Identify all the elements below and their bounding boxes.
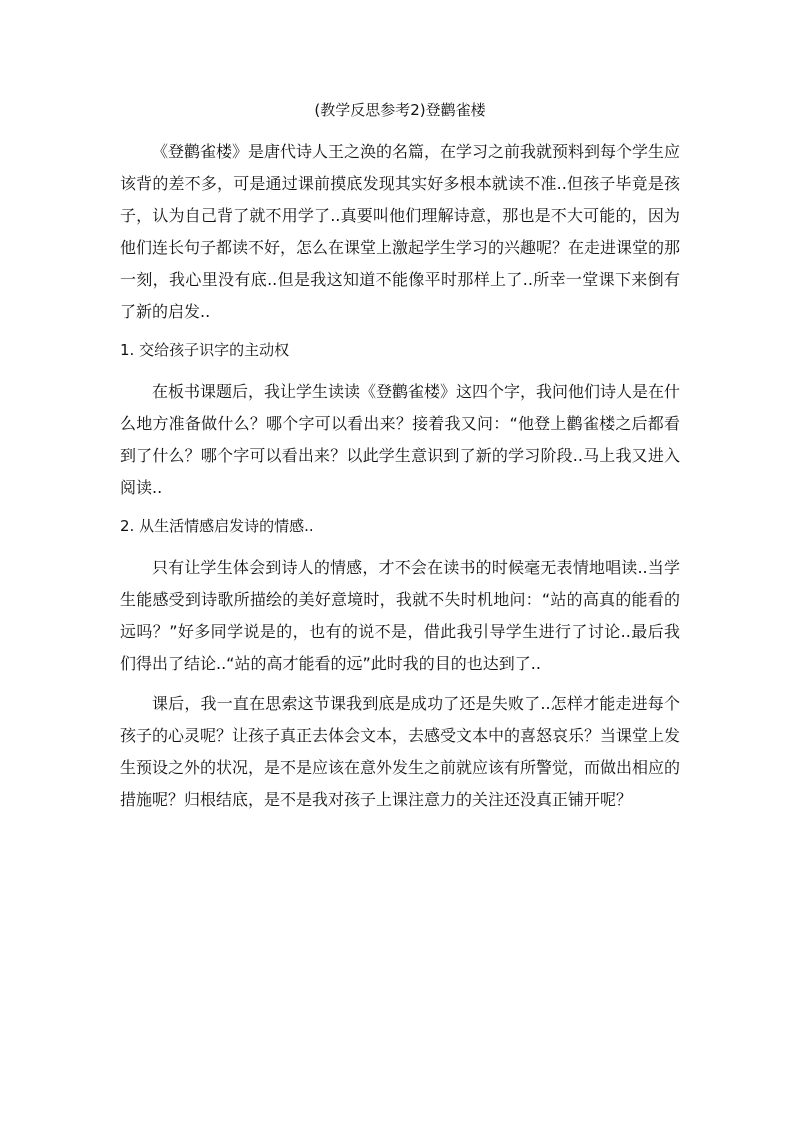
- paragraph-intro: 《登鹳雀楼》是唐代诗人王之涣的名篇，在学习之前我就预料到每个学生应该背的差不多，可是通过课前摸底发现其实好多根本就读不准..但孩子毕竟是孩子，认为自己背了就不用学了..真要叫他们理解诗意，那也是不大可能的，因为他们连长句子都读不好，怎么在课堂上激起学生学习的兴趣呢？在走进课堂的那一刻，我心里没有底..但是我这知道不能像平时那样上了..所幸一堂课下来倒有了新的启发..: [120, 142, 681, 321]
- paragraph-section-1: 在板书课题后，我让学生读读《登鹳雀楼》这四个字，我问他们诗人是在什么地方准备做什么？哪个字可以看出来？接着我又问：“他登上鹳雀楼之后都看到了什么？哪个字可以看出来？以此学生意识到了新的学习阶段..马上我又进入阅读..: [120, 382, 681, 497]
- paragraph-section-2: 只有让学生体会到诗人的情感，才不会在读书的时候毫无表情地唱读..当学生能感受到诗歌所描绘的美好意境时，我就不失时机地问：“站的高真的能看的远吗？”好多同学说是的，也有的说不是，借此我引导学生进行了讨论..最后我们得出了结论..“站的高才能看的远”此时我的目的也达到了..: [120, 558, 680, 673]
- section-heading-1: 1. 交给孩子识字的主动权: [120, 341, 290, 359]
- document-page: [120, 98, 680, 824]
- section-heading-2: 2. 从生活情感启发诗的情感..: [120, 517, 314, 535]
- paragraph-conclusion: 课后，我一直在思索这节课我到底是成功了还是失败了..怎样才能走进每个孩子的心灵呢？让孩子真正去体会文本，去感受文本中的喜怒哀乐？当课堂上发生预设之外的状况，是不是应该在意外发生之前就应该有所警觉，而做出相应的措施呢？归根结底，是不是我对孩子上课注意力的关注还没真正铺开呢？: [120, 694, 681, 809]
- document-title: (教学反思参考2)登鹳雀楼: [314, 101, 486, 119]
